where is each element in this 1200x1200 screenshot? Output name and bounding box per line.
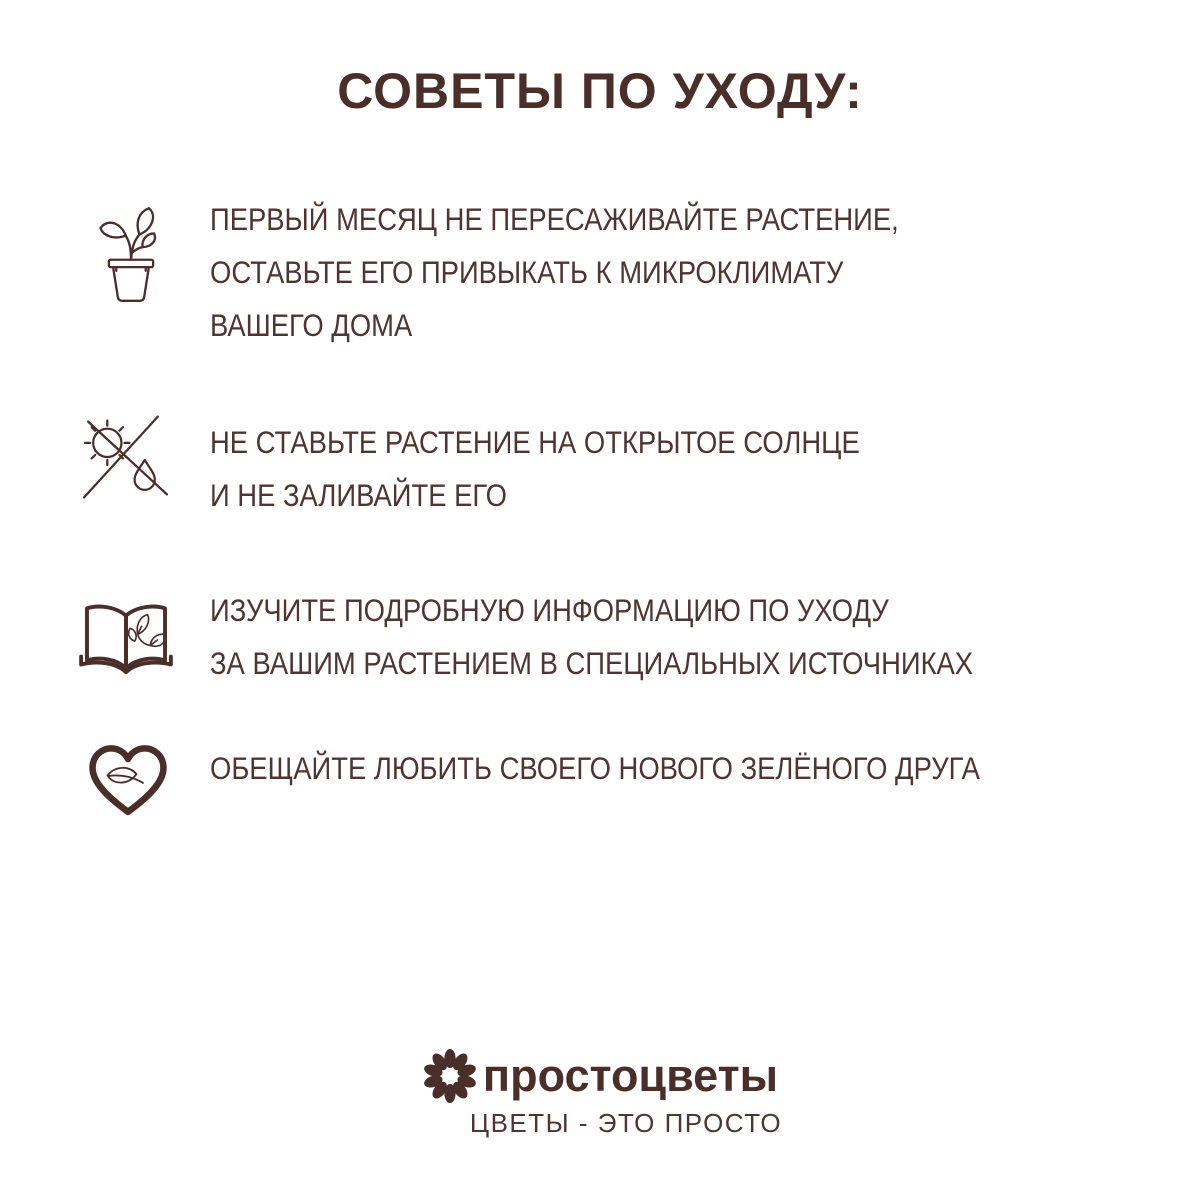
- flower-logo-icon: [422, 1048, 478, 1104]
- tip-1-line-3: ВАШЕГО ДОМА: [210, 307, 413, 343]
- care-guide-book-icon: [77, 602, 175, 682]
- tip-3-line-2: ЗА ВАШИМ РАСТЕНИЕМ В СПЕЦИАЛЬНЫХ ИСТОЧНИКАХ: [210, 645, 974, 681]
- tip-2-text: [210, 416, 860, 522]
- brand-tagline: ЦВЕТЫ - ЭТО ПРОСТО: [469, 1108, 783, 1138]
- brand-row: [422, 1048, 778, 1104]
- tip-2-line-2: И НЕ ЗАЛИВАЙТЕ ЕГО: [210, 477, 507, 513]
- tip-4-text: [210, 742, 980, 795]
- tip-3-text: [210, 584, 973, 690]
- tip-2-line-1: НЕ СТАВЬТЕ РАСТЕНИЕ НА ОТКРЫТОЕ СОЛНЦЕ: [210, 424, 860, 460]
- heart-leaf-icon: [86, 742, 170, 820]
- no-sun-no-overwater-icon: [77, 412, 173, 504]
- tip-1-line-1: ПЕРВЫЙ МЕСЯЦ НЕ ПЕРЕСАЖИВАЙТЕ РАСТЕНИЕ,: [210, 201, 899, 237]
- tip-1-text: [210, 193, 899, 352]
- potted-plant-icon: [94, 205, 168, 305]
- page-title: СОВЕТЫ ПО УХОДУ:: [337, 63, 863, 119]
- brand-name: простоцветы: [482, 1050, 779, 1101]
- tip-3-line-1: ИЗУЧИТЕ ПОДРОБНУЮ ИНФОРМАЦИЮ ПО УХОДУ: [210, 592, 889, 628]
- footer-logo: [0, 1048, 1200, 1139]
- tip-4-line-1: ОБЕЩАЙТЕ ЛЮБИТЬ СВОЕГО НОВОГО ЗЕЛЁНОГО ДРУГА: [210, 750, 980, 786]
- tip-1-line-2: ОСТАВЬТЕ ЕГО ПРИВЫКАТЬ К МИКРОКЛИМАТУ: [210, 254, 844, 290]
